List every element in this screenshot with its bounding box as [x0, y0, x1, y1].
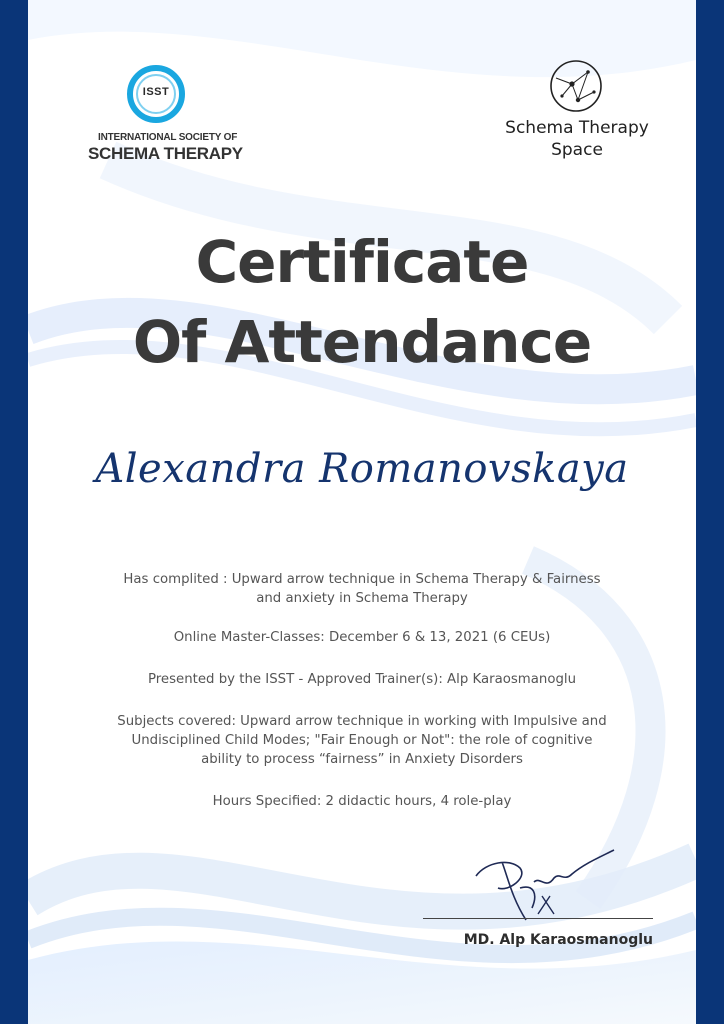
sts-name-line2: Space: [551, 140, 603, 160]
certificate-sheet: [28, 0, 696, 1024]
hours-line: Hours Specified: 2 didactic hours, 4 role-play: [212, 794, 512, 809]
title-line2: Of Attendance: [132, 308, 592, 376]
subjects-line1: Subjects covered: Upward arrow technique in working with Impulsive and: [117, 714, 607, 729]
isst-abbreviation: ISST: [142, 86, 170, 98]
completed-line1: Has complited : Upward arrow technique in Schema Therapy & Fairness: [123, 572, 601, 587]
network-circle-icon: [548, 58, 604, 114]
presented-by-line: Presented by the ISST - Approved Trainer(s): Alp Karaosmanoglu: [147, 672, 577, 687]
completed-line2: and anxiety in Schema Therapy: [256, 591, 468, 606]
certificate-title: [28, 222, 696, 382]
subjects-line2: Undisciplined Child Modes; "Fair Enough or Not": the role of cognitive: [131, 733, 593, 748]
signature-line: [423, 918, 653, 919]
isst-name-line1: INTERNATIONAL SOCIETY OF: [98, 132, 238, 143]
subjects-covered: [68, 712, 656, 769]
sts-name-line1: Schema Therapy: [505, 118, 649, 138]
completed-statement: [68, 570, 656, 608]
masterclasses-line: Online Master-Classes: December 6 & 13, 2021 (6 CEUs): [173, 630, 551, 645]
isst-name-line2: SCHEMA THERAPY: [88, 144, 243, 163]
signatory-name: MD. Alp Karaosmanoglu: [463, 932, 653, 948]
signature-image: [468, 848, 618, 928]
recipient-name: Alexandra Romanovskaya: [95, 446, 629, 492]
subjects-line3: ability to process “fairness” in Anxiety Disorders: [201, 752, 523, 767]
title-line1: Certificate: [195, 228, 529, 296]
